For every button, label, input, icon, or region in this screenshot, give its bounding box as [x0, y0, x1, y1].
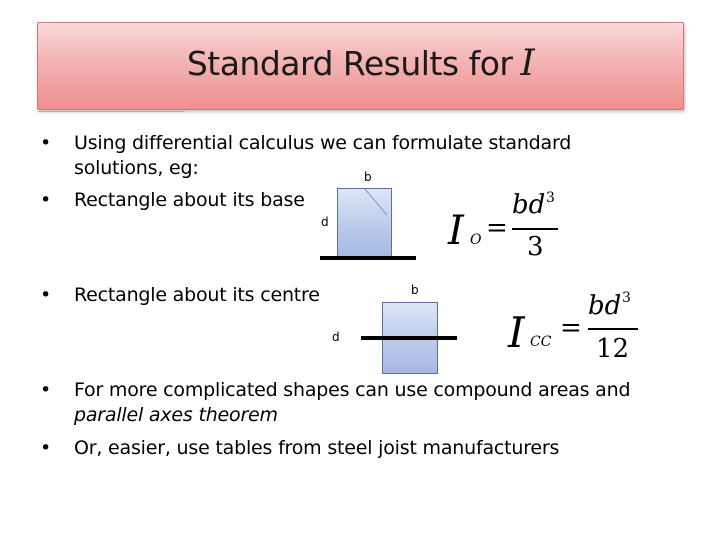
bullet-text: Rectangle about its centre: [74, 284, 320, 306]
formula-power: 3: [622, 290, 631, 306]
width-label: b: [411, 283, 419, 297]
formula-denominator: 12: [596, 334, 630, 364]
width-label: b: [364, 170, 372, 184]
bullet-text: For more complicated shapes can use compound areas and: [74, 379, 631, 401]
formula-base-moment: [440, 186, 570, 266]
formula-subscript: CC: [530, 334, 552, 350]
bullet-marker: •: [40, 379, 52, 401]
centre-axis-line: [361, 336, 457, 340]
bullet-text: Using differential calculus we can formulate standard: [74, 132, 572, 154]
page-title: [187, 43, 534, 84]
bullet-marker: •: [40, 189, 52, 211]
width-pointer: [360, 185, 390, 220]
formula-numerator: bd: [588, 291, 622, 321]
bullet-marker: •: [40, 437, 52, 459]
formula-centre-moment: [500, 286, 650, 371]
fraction-line: [588, 328, 638, 330]
bullet-text: Or, easier, use tables from steel joist manufacturers: [74, 437, 560, 459]
base-axis-line: [320, 256, 416, 260]
formula-power: 3: [546, 190, 555, 206]
formula-subscript: O: [470, 232, 482, 248]
bullet-text-line2: solutions, eg:: [74, 157, 199, 179]
bullet-text: Rectangle about its base: [74, 189, 305, 211]
depth-label: d: [332, 330, 340, 344]
depth-label: d: [321, 215, 329, 229]
title-text: Standard Results for: [186, 43, 513, 83]
formula-numerator: bd: [512, 190, 546, 220]
bullet-marker: •: [40, 284, 52, 306]
bullet-text-line2: parallel axes theorem: [74, 404, 278, 426]
formula-equals: =: [486, 213, 508, 243]
formula-denominator: 3: [527, 232, 544, 262]
title-variable: I: [520, 42, 535, 84]
formula-equals: =: [560, 313, 582, 343]
title-underline: [38, 111, 185, 112]
formula-symbol: I: [448, 208, 464, 254]
fraction-line: [512, 228, 558, 230]
bullet-marker: •: [40, 132, 52, 154]
title-banner: [37, 22, 684, 110]
formula-symbol: I: [508, 308, 525, 357]
